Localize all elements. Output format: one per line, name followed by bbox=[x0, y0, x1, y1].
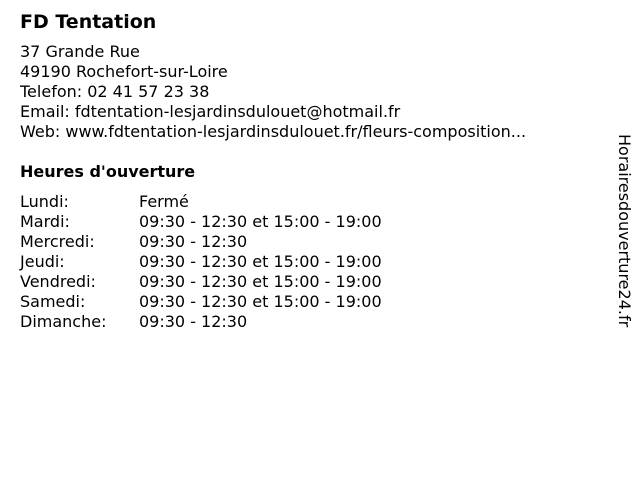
day-label: Mercredi: bbox=[20, 232, 95, 251]
business-card bbox=[20, 10, 610, 332]
hours-row-tuesday bbox=[20, 212, 610, 232]
email-line: Email: fdtentation-lesjardinsdulouet@hotmail.fr bbox=[20, 102, 401, 121]
hours-row-friday bbox=[20, 272, 610, 292]
day-label: Mardi: bbox=[20, 212, 70, 231]
time-value: Fermé bbox=[139, 192, 189, 211]
web-line: Web: www.fdtentation-lesjardinsdulouet.fr/fleurs-composition... bbox=[20, 122, 527, 141]
time-value: 09:30 - 12:30 bbox=[139, 232, 248, 251]
phone-line: Telefon: 02 41 57 23 38 bbox=[20, 82, 210, 101]
day-label: Lundi: bbox=[20, 192, 69, 211]
business-name: FD Tentation bbox=[20, 11, 157, 33]
hours-row-wednesday bbox=[20, 232, 610, 252]
day-label: Samedi: bbox=[20, 292, 86, 311]
hours-table bbox=[20, 192, 610, 332]
day-label: Vendredi: bbox=[20, 272, 96, 291]
time-value: 09:30 - 12:30 et 15:00 - 19:00 bbox=[139, 212, 382, 231]
street-address: 37 Grande Rue bbox=[20, 42, 140, 61]
hours-row-monday bbox=[20, 192, 610, 212]
hours-row-saturday bbox=[20, 292, 610, 312]
brand-watermark-text: Horairesdouverture24.fr bbox=[615, 134, 634, 328]
hours-heading: Heures d'ouverture bbox=[20, 162, 196, 181]
time-value: 09:30 - 12:30 et 15:00 - 19:00 bbox=[139, 272, 382, 291]
city-postal: 49190 Rochefort-sur-Loire bbox=[20, 62, 228, 81]
hours-row-thursday bbox=[20, 252, 610, 272]
time-value: 09:30 - 12:30 bbox=[139, 312, 248, 331]
time-value: 09:30 - 12:30 et 15:00 - 19:00 bbox=[139, 252, 382, 271]
hours-row-sunday bbox=[20, 312, 610, 332]
day-label: Jeudi: bbox=[20, 252, 65, 271]
time-value: 09:30 - 12:30 et 15:00 - 19:00 bbox=[139, 292, 382, 311]
day-label: Dimanche: bbox=[20, 312, 107, 331]
